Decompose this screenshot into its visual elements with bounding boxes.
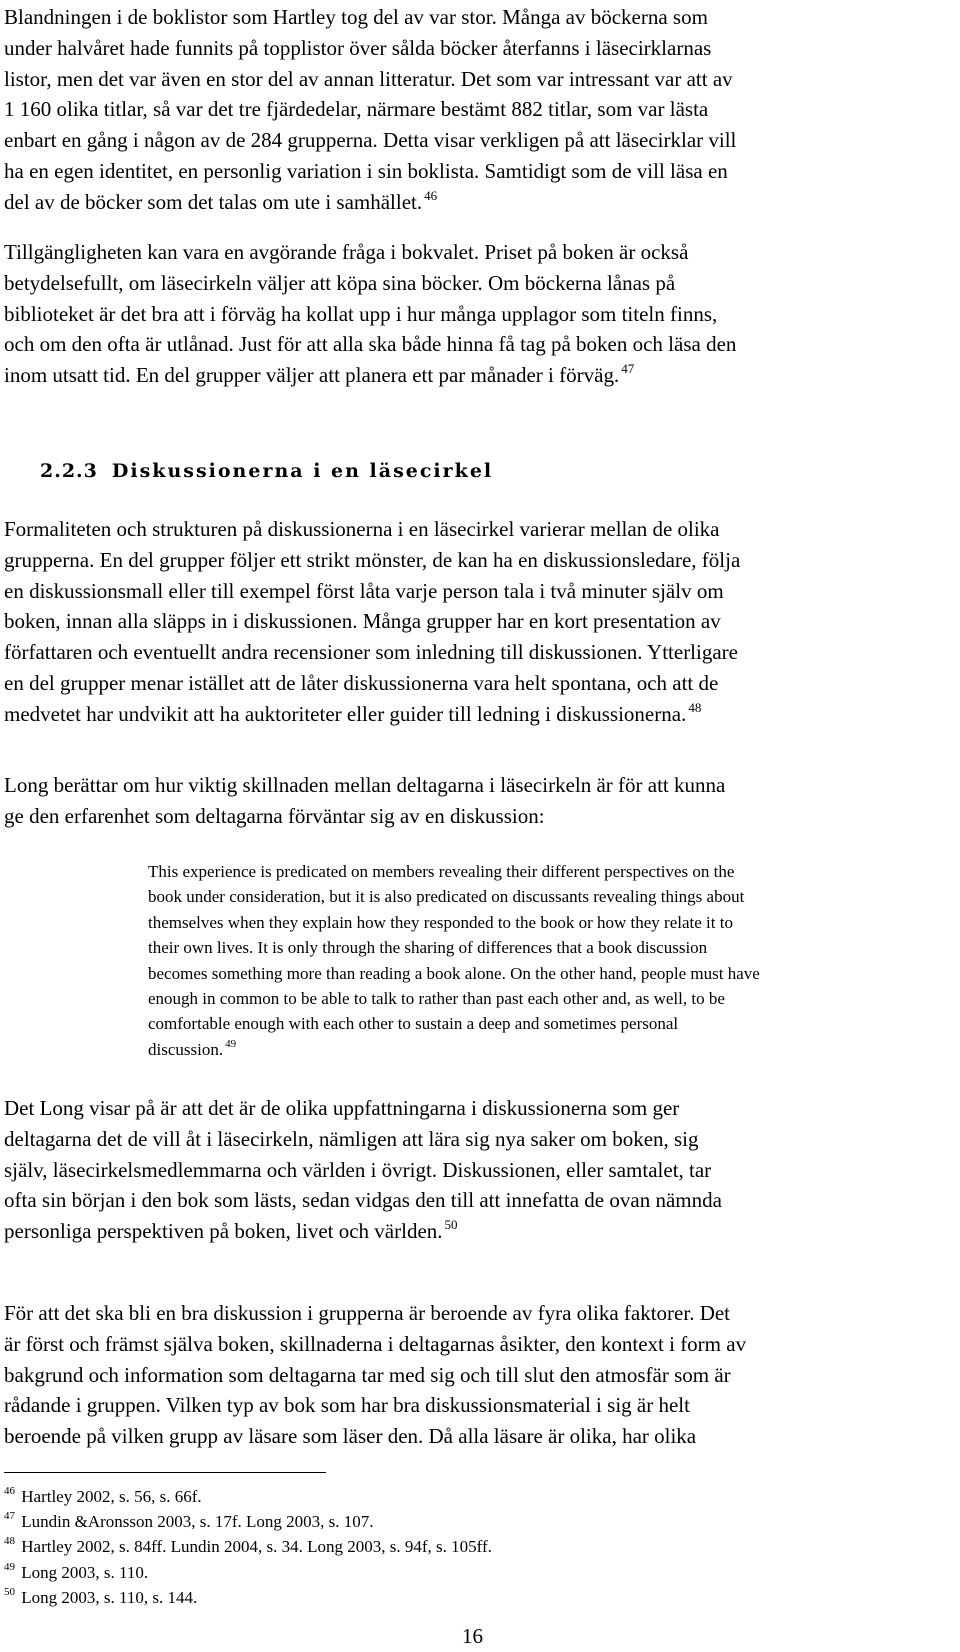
paragraph-booklists [4,2,954,218]
text-line: 1 160 olika titlar, så var det tre fjärdedelar, närmare bestämt 882 titlar, som var lästa [4,97,709,122]
footnote-text: Long 2003, s. 110. [21,1562,149,1582]
footnote-item [4,1585,492,1610]
text-line: och om den ofta är utlånad. Just för att alla ska både hinna få tag på boken och läsa den [4,332,737,357]
quote-line: comfortable enough with each other to sustain a deep and sometimes personal [148,1014,679,1034]
quote-line: their own lives. It is only through the sharing of differences that a book discussion [148,938,708,958]
footnote-item [4,1484,492,1509]
text-line: listor, men det var även en stor del av annan litteratur. Det som var intressant var att av [4,66,733,91]
text-line: ha en egen identitet, en personlig variation i sin boklista. Samtidigt som de vill läsa en [4,158,728,183]
section-heading [40,460,493,482]
text-line: För att det ska bli en bra diskussion i grupperna är beroende av fyra olika faktorer. Det [4,1301,731,1325]
footnote-item [4,1534,492,1559]
text-line: biblioteket är det bra att i förväg ha kollat upp i hur många upplagor som titeln finns, [4,301,718,326]
text-line: en diskussionsmall eller till exempel först låta varje person tala i två minuter själv om [4,578,724,603]
quote-line: enough in common to be able to talk to rather than past each other and, as well, to be [148,989,725,1009]
text-line-content: personliga perspektiven på boken, livet och världen. [4,1219,443,1244]
footnote-text: Hartley 2002, s. 56, s. 66f. [21,1487,202,1506]
footnote-divider [4,1472,326,1473]
section-number: 2.2.3 [40,460,98,482]
text-line: själv, läsecirkelsmedlemmarna och världen i övrigt. Diskussionen, eller samtalet, tar [4,1157,712,1182]
page-number: 16 [462,1624,483,1648]
quote-line: becomes something more than reading a book alone. On the other hand, people must have [148,963,760,983]
text-line: Tillgängligheten kan vara en avgörande fråga i bokvalet. Priset på boken är också [4,240,689,264]
footnote-reference[interactable]: 47 [621,361,635,377]
footnote-number: 47 [4,1510,15,1523]
footnote-item [4,1509,492,1534]
text-line [4,360,954,391]
text-line: en del grupper menar istället att de låter diskussionerna vara helt spontana, och att de [4,670,719,695]
block-quote [148,859,958,1062]
text-line: ofta sin början i den bok som lästs, sedan vidgas den till att innefatta de ovan nämnda [4,1188,722,1213]
text-line: beroende på vilken grupp av läsare som läser den. Då alla läsare är olika, har olika [4,1424,697,1449]
text-line: betydelsefullt, om läsecirkeln väljer att köpa sina böcker. Om böckerna lånas på [4,270,676,295]
paragraph-availability [4,237,954,391]
text-line [4,1216,954,1247]
quote-line: This experience is predicated on members revealing their different perspectives on the [148,862,735,881]
text-line: Blandningen i de boklistor som Hartley tog del av var stor. Många av böckerna som [4,5,708,29]
footnote-number: 50 [4,1585,15,1598]
text-line [4,187,954,218]
section-title: Diskussionerna i en läsecirkel [111,460,494,482]
text-line-content: medvetet har undvikit att ha auktoriteter eller guider till ledning i diskussionerna. [4,701,687,726]
text-line: författaren och eventuellt andra recensioner som inledning till diskussionen. Ytterligare [4,640,738,665]
footnote-number: 49 [4,1560,15,1573]
footnotes [4,1484,492,1610]
footnote-number: 48 [4,1535,15,1548]
text-line: Long berättar om hur viktig skillnaden mellan deltagarna i läsecirkeln är för att kunna [4,773,726,797]
footnote-reference[interactable]: 46 [424,187,438,203]
footnote-reference[interactable]: 48 [688,699,702,715]
text-line: Det Long visar på är att det är de olika uppfattningarna i diskussionerna som ger [4,1096,680,1120]
footnote-text: Hartley 2002, s. 84ff. Lundin 2004, s. 34. Long 2003, s. 94f, s. 105ff. [21,1537,492,1557]
text-line [4,699,954,730]
footnote-text: Lundin &Aronsson 2003, s. 17f. Long 2003, s. 107. [21,1512,374,1532]
quote-line [148,1037,958,1062]
footnote-reference[interactable]: 49 [225,1037,237,1050]
text-line-content: inom utsatt tid. En del grupper väljer att planera ett par månader i förväg. [4,363,620,388]
text-line-content: del av de böcker som det talas om ute i samhället. [4,189,423,214]
text-line: ge den erfarenhet som deltagarna förväntar sig av en diskussion: [4,803,545,828]
footnote-item [4,1560,492,1585]
text-line: rådande i gruppen. Vilken typ av bok som har bra diskussionsmaterial i sig är helt [4,1393,690,1418]
paragraph-long-perspectives [4,1093,954,1247]
text-line: grupperna. En del grupper följer ett strikt mönster, de kan ha en diskussionsledare, följa [4,547,741,572]
text-line: enbart en gång i någon av de 284 grupperna. Detta visar verkligen på att läsecirklar vill [4,128,737,153]
text-line: under halvåret hade funnits på topplistor över sålda böcker återfanns i läsecirklarnas [4,35,712,60]
footnote-reference[interactable]: 50 [444,1217,458,1233]
footnote-number: 46 [4,1485,15,1497]
text-line: bakgrund och information som deltagarna tar med sig och till slut den atmosfär som är [4,1362,731,1387]
text-line: boken, innan alla släpps in i diskussionen. Många grupper har en kort presentation av [4,609,721,634]
quote-line-content: discussion. [148,1039,224,1059]
footnote-text: Long 2003, s. 110, s. 144. [21,1587,198,1607]
text-line: deltagarna det de vill åt i läsecirkeln, nämligen att lära sig nya saker om boken, sig [4,1126,699,1151]
text-line: är först och främst själva boken, skillnaderna i deltagarnas åsikter, den kontext i form av [4,1331,747,1356]
paragraph-long-intro [4,770,954,832]
paragraph-discussion-structure [4,514,954,730]
paragraph-four-factors [4,1298,954,1452]
quote-line: book under consideration, but it is also predicated on discussants revealing things about [148,887,745,907]
quote-line: themselves when they explain how they responded to the book or how they relate it to [148,912,733,932]
text-line: Formaliteten och strukturen på diskussionerna i en läsecirkel varierar mellan de olika [4,517,720,541]
